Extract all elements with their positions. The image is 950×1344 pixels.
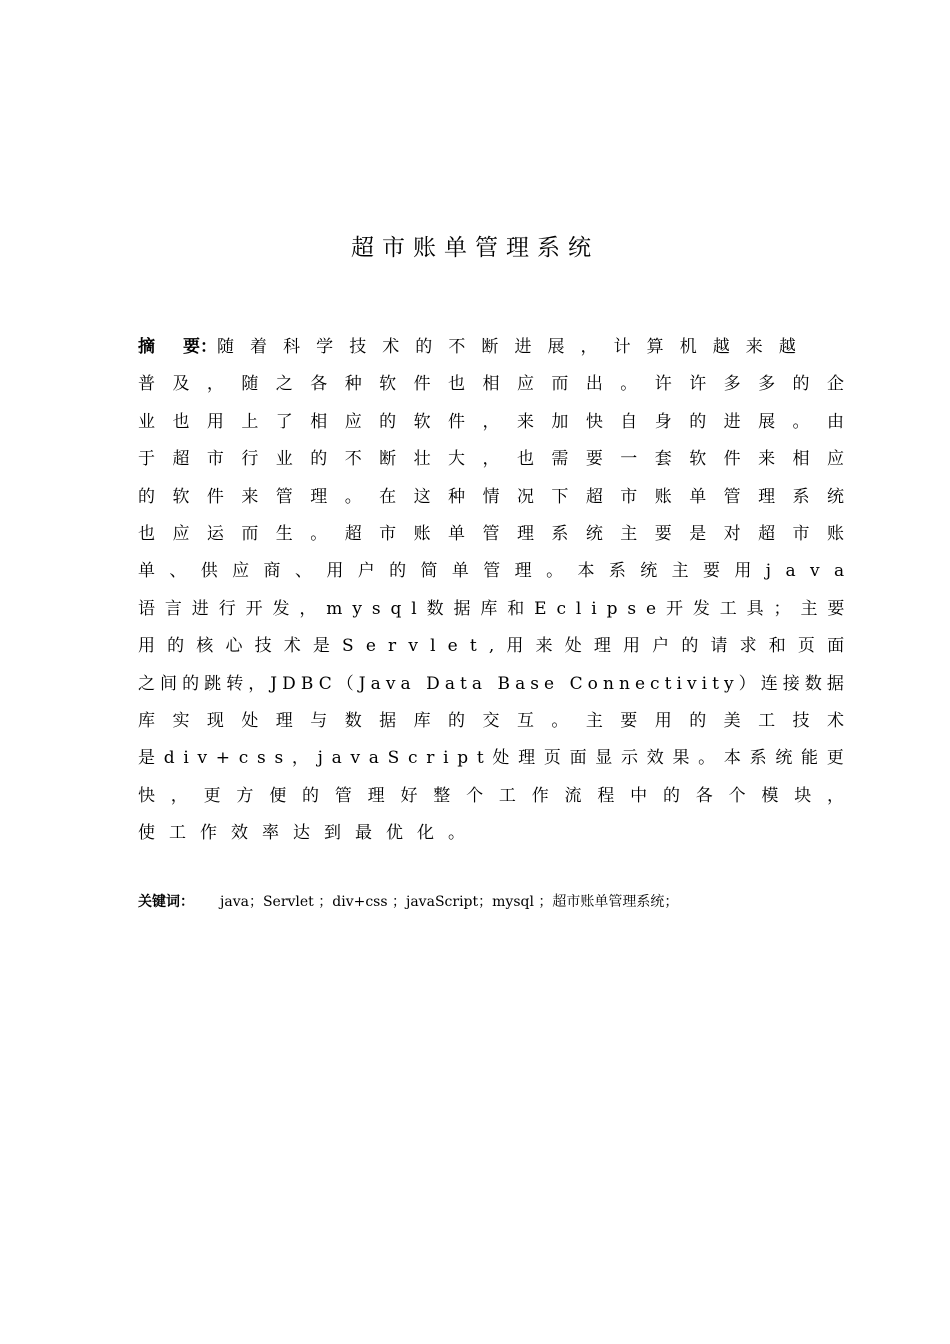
abstract-line: 快，更方便的管理好整个工作流程中的各个模块， [138, 785, 860, 806]
abstract-line: 单、供应商、用户的简单管理。本系统主要用java [138, 561, 859, 582]
abstract-line: 用的核心技术是Servlet,用来处理用户的请求和页面 [138, 636, 857, 657]
abstract-label-part-2: 要： [183, 337, 217, 357]
keywords-line [138, 890, 858, 914]
keywords-label: 关键词： [138, 894, 194, 910]
keywords-text: java；Servlet ；div+css ；javaScript；mysql ；超市账单管理系统； [220, 894, 679, 910]
abstract-line-text: 随着科学技术的不断进展，计算机越来越 [217, 337, 812, 357]
abstract-line: 普及，随之各种软件也相应而出。许许多多的企 [138, 374, 862, 395]
abstract-line-first [138, 329, 844, 366]
abstract-label-part-1: 摘 [138, 337, 155, 357]
abstract-line: 也应运而生。超市账单管理系统主要是对超市账 [138, 523, 862, 544]
abstract-line: 库实现处理与数据库的交互。主要用的美工技术 [138, 710, 862, 731]
abstract-line: 是div+css，javaScript处理页面显示效果。本系统能更 [138, 748, 853, 769]
abstract-paragraph [138, 329, 862, 852]
abstract-line: 语言进行开发，mysql数据库和Eclipse开发工具；主要 [138, 598, 855, 619]
abstract-line: 使工作效率达到最优化。 [138, 823, 479, 844]
document-title: 超市账单管理系统 [351, 235, 599, 261]
abstract-line: 于超市行业的不断壮大，也需要一套软件来相应 [138, 449, 862, 470]
abstract-line: 的软件来管理。在这种情况下超市账单管理系统 [138, 486, 862, 507]
abstract-line: 业也用上了相应的软件，来加快自身的进展。由 [138, 411, 862, 432]
abstract-line: 之间的跳转，JDBC（Java Data Base Connectivity）连接数据 [138, 673, 849, 694]
